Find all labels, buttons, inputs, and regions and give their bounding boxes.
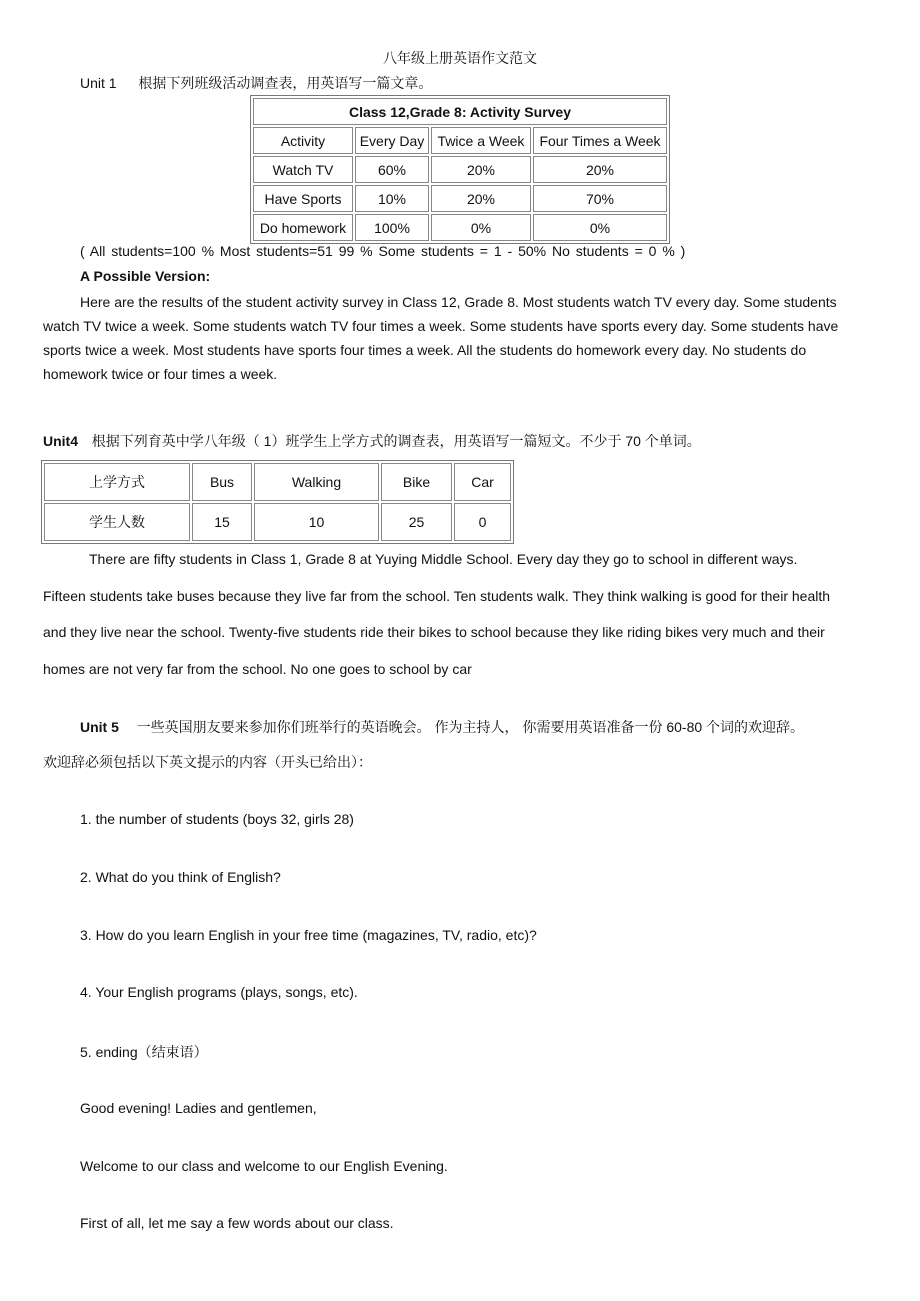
- essay-line: homework twice or four times a week.: [43, 366, 278, 382]
- unit5-label: Unit 5: [80, 719, 119, 735]
- page-title: 八年级上册英语作文范文: [383, 50, 537, 66]
- table-cell: Watch TV: [253, 156, 353, 183]
- unit4-label: Unit4: [43, 433, 78, 449]
- table-cell: Walking: [254, 463, 379, 501]
- table-header: Activity: [253, 127, 353, 154]
- table-cell: 学生人数: [44, 503, 190, 541]
- essay-line: and they live near the school. Twenty-five students ride their bikes to school because they like riding bikes very much and their: [43, 624, 825, 640]
- table-header: Four Times a Week: [533, 127, 667, 154]
- unit4-instruction: 根据下列育英中学八年级（ 1）班学生上学方式的调查表，用英语写一篇短文。不少于 70 个单词。: [91, 433, 701, 449]
- unit5-instruction: 一些英国朋友要来参加你们班举行的英语晚会。 作为主持人， 你需要用英语准备一份 60-80 个词的欢迎辞。: [136, 719, 805, 735]
- table-cell: 20%: [431, 156, 531, 183]
- table-row: [44, 463, 511, 501]
- table-row: [253, 185, 667, 212]
- essay-line: sports twice a week. Most students have sports four times a week. All the students do homework every day. No students do: [43, 342, 807, 358]
- table-header: Twice a Week: [431, 127, 531, 154]
- table-cell: 20%: [431, 185, 531, 212]
- table-cell: 10%: [355, 185, 429, 212]
- table-header: Every Day: [355, 127, 429, 154]
- essay-line: watch TV twice a week. Some students watch TV four times a week. Some students have sports every day. Some students have: [43, 318, 839, 334]
- table-cell: Bus: [192, 463, 252, 501]
- essay-line: homes are not very far from the school. No one goes to school by car: [43, 661, 472, 677]
- table-cell: 上学方式: [44, 463, 190, 501]
- speech-line: First of all, let me say a few words about our class.: [80, 1215, 394, 1231]
- unit1-heading: [80, 73, 432, 93]
- table-cell: Bike: [381, 463, 452, 501]
- essay-line: There are fifty students in Class 1, Grade 8 at Yuying Middle School. Every day they go to school in different ways.: [89, 551, 798, 567]
- table-caption: Class 12,Grade 8: Activity Survey: [253, 98, 667, 125]
- table-cell: Do homework: [253, 214, 353, 241]
- speech-line: Welcome to our class and welcome to our English Evening.: [80, 1158, 448, 1174]
- list-item: 5. ending（结束语）: [80, 1044, 208, 1060]
- unit5-instruction-2: 欢迎辞必须包括以下英文提示的内容（开头已给出）：: [43, 754, 372, 770]
- list-item: 3. How do you learn English in your free time (magazines, TV, radio, etc)?: [80, 927, 537, 943]
- unit4-essay: [43, 551, 873, 677]
- unit5-heading: [80, 717, 804, 737]
- table-row: [44, 503, 511, 541]
- table-row: [253, 214, 667, 241]
- survey-note: ( All students=100 % Most students=51 99 % Some students = 1 - 50% No students = 0 % ): [80, 243, 686, 259]
- activity-survey-table: [250, 95, 670, 244]
- table-cell: 15: [192, 503, 252, 541]
- unit4-heading: [43, 431, 701, 451]
- table-cell: 0%: [431, 214, 531, 241]
- table-cell: 25: [381, 503, 452, 541]
- speech-line: Good evening! Ladies and gentlemen,: [80, 1100, 317, 1116]
- school-commute-table: [41, 460, 514, 544]
- table-cell: 0: [454, 503, 511, 541]
- list-item: 4. Your English programs (plays, songs, etc).: [80, 984, 358, 1000]
- unit1-label: Unit 1: [80, 75, 117, 91]
- table-cell: 60%: [355, 156, 429, 183]
- table-cell: 10: [254, 503, 379, 541]
- table-cell: 100%: [355, 214, 429, 241]
- version-label: A Possible Version:: [80, 268, 211, 284]
- essay-line: Here are the results of the student activity survey in Class 12, Grade 8. Most students watch TV every day. Some students: [80, 294, 837, 310]
- list-item: 1. the number of students (boys 32, girls 28): [80, 811, 354, 827]
- table-cell: 20%: [533, 156, 667, 183]
- table-cell: 0%: [533, 214, 667, 241]
- unit1-instruction: 根据下列班级活动调查表，用英语写一篇文章。: [138, 75, 433, 91]
- table-cell: 70%: [533, 185, 667, 212]
- list-item: 2. What do you think of English?: [80, 869, 281, 885]
- table-cell: Car: [454, 463, 511, 501]
- essay-line: Fifteen students take buses because they live far from the school. Ten students walk. They think walking is good for their health: [43, 588, 831, 604]
- unit1-essay: [43, 290, 873, 386]
- table-cell: Have Sports: [253, 185, 353, 212]
- table-row: [253, 156, 667, 183]
